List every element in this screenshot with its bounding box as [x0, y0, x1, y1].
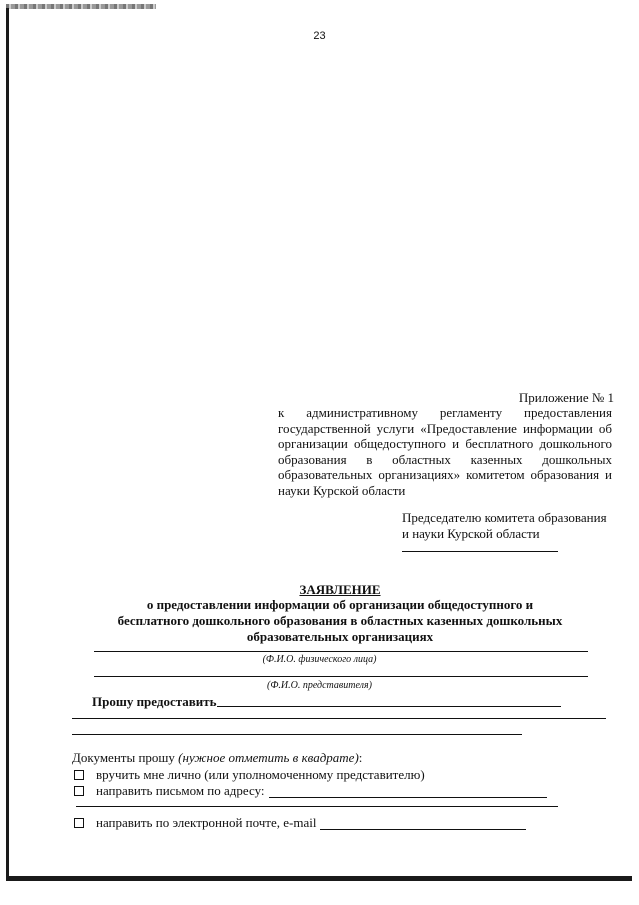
page-number: 23 — [313, 30, 326, 42]
scan-artifact — [6, 4, 156, 9]
request-field-line-2[interactable] — [72, 718, 606, 719]
representative-name-caption: (Ф.И.О. представителя) — [267, 680, 372, 691]
addressee-line-2: и науки Курской области — [402, 526, 540, 541]
request-field[interactable] — [217, 706, 561, 707]
addressee — [402, 510, 639, 542]
document-subtitle — [60, 597, 620, 645]
person-name-field[interactable] — [94, 651, 588, 652]
person-name-caption: (Ф.И.О. физического лица) — [262, 654, 377, 665]
appendix-text: к административному регламенту предоставления государственной услуги «Предоставление информации об организации общедоступного и бесплатного дошкольного образования в областных казенных дошкольных образовательных организациях» комитетом образования и науки Курской области — [278, 405, 612, 498]
request-field-line-3[interactable] — [72, 734, 522, 735]
subtitle-line-1: о предоставлении информации об организации общедоступного и — [146, 597, 534, 612]
delivery-hint: (нужное отметить в квадрате) — [178, 750, 359, 765]
page-bottom-edge — [6, 876, 632, 881]
option-mail[interactable] — [74, 783, 547, 799]
addressee-signature-line — [402, 551, 558, 552]
email-field[interactable] — [320, 817, 526, 830]
representative-name-field[interactable] — [94, 676, 588, 677]
checkbox-mail[interactable] — [74, 786, 84, 796]
mail-address-field[interactable] — [269, 785, 547, 798]
addressee-line-1: Председателю комитета образования — [402, 510, 607, 525]
option-email[interactable] — [74, 815, 526, 831]
checkbox-email[interactable] — [74, 818, 84, 828]
request-label: Прошу предоставить — [92, 694, 217, 709]
subtitle-line-3: образовательных организациях — [246, 629, 434, 644]
delivery-suffix: : — [358, 750, 363, 765]
option-mail-label: направить письмом по адресу: — [96, 783, 265, 798]
option-email-label: направить по электронной почте, e-mail — [96, 815, 317, 830]
appendix-title: Приложение № 1 — [518, 390, 614, 405]
option-personal-label: вручить мне лично (или уполномоченному представителю) — [96, 767, 425, 782]
option-personal[interactable] — [74, 767, 425, 783]
checkbox-personal[interactable] — [74, 770, 84, 780]
subtitle-line-2: бесплатного дошкольного образования в областных казенных дошкольных — [117, 613, 563, 628]
document-title: ЗАЯВЛЕНИЕ — [299, 582, 381, 597]
mail-address-field-line-2[interactable] — [76, 806, 558, 807]
page-left-edge — [6, 8, 9, 880]
delivery-prefix: Документы прошу — [72, 750, 179, 765]
delivery-instructions — [72, 750, 362, 766]
